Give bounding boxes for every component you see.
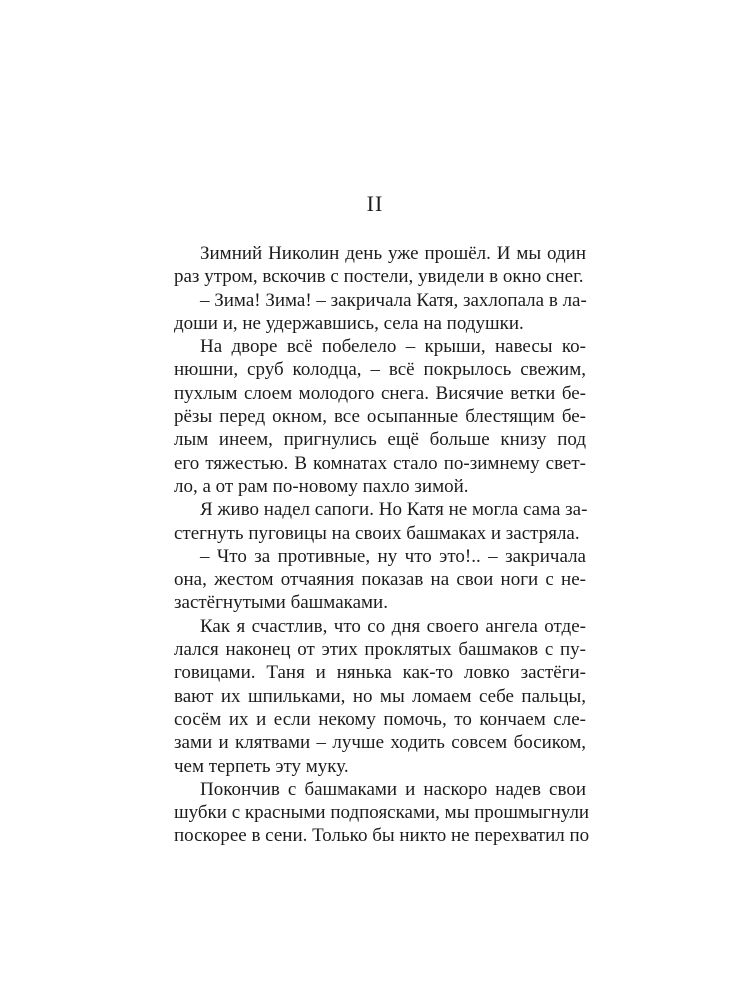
text-line: рёзы перед окном, все осыпанные блестящим бе- xyxy=(174,406,586,428)
text-line: – Что за противные, ну что это!.. – закричала xyxy=(200,545,586,567)
text-line: вают их шпильками, но мы ломаем себе пальцы, xyxy=(174,685,586,707)
text-line: Я живо надел сапоги. Но Катя не могла сама за- xyxy=(200,499,588,521)
text-line: его тяжестью. В комнатах стало по-зимнему свет- xyxy=(174,452,586,474)
text-line: чем терпеть эту муку. xyxy=(174,755,349,777)
text-line: говицами. Таня и нянька как-то ловко застёги- xyxy=(174,662,586,684)
text-line: Как я счастлив, что со дня своего ангела отде- xyxy=(200,615,586,637)
text-line: раз утром, вскочив с постели, увидели в окно снег. xyxy=(174,266,584,288)
text-line: поскорее в сени. Только бы никто не перехватил по xyxy=(174,825,590,847)
text-line: лым инеем, пригнулись ещё больше книзу под xyxy=(174,429,586,451)
chapter-number: II xyxy=(366,191,384,216)
text-line: ло, а от рам по-новому пахло зимой. xyxy=(174,475,469,497)
text-line: зами и клятвами – лучше ходить совсем босиком, xyxy=(174,732,586,754)
text-line: она, жестом отчаяния показав на свои ноги с не- xyxy=(174,569,586,591)
text-line: Зимний Николин день уже прошёл. И мы один xyxy=(200,243,586,264)
text-line: На дворе всё побелело – крыши, навесы ко- xyxy=(200,336,586,358)
text-line: Покончив с башмаками и наскоро надев свои xyxy=(200,778,586,800)
text-line: – Зима! Зима! – закричала Катя, захлопала в ла- xyxy=(200,289,587,311)
text-line: пухлым слоем молодого снега. Висячие ветки бе- xyxy=(174,382,586,404)
text-line: лался наконец от этих проклятых башмаков с пу- xyxy=(174,639,586,661)
text-line: шубки с красными подпоясками, мы прошмыгнули xyxy=(174,802,590,824)
text-line: сосём их и если некому помочь, то кончаем сле- xyxy=(174,708,586,730)
text-line: застёгнутыми башмаками. xyxy=(174,592,388,614)
text-line: доши и, не удержавшись, села на подушки. xyxy=(174,312,524,334)
text-line: стегнуть пуговицы на своих башмаках и застряла. xyxy=(174,522,580,544)
body-text xyxy=(174,242,590,848)
text-line: нюшни, сруб колодца, – всё покрылось свежим, xyxy=(174,359,586,381)
